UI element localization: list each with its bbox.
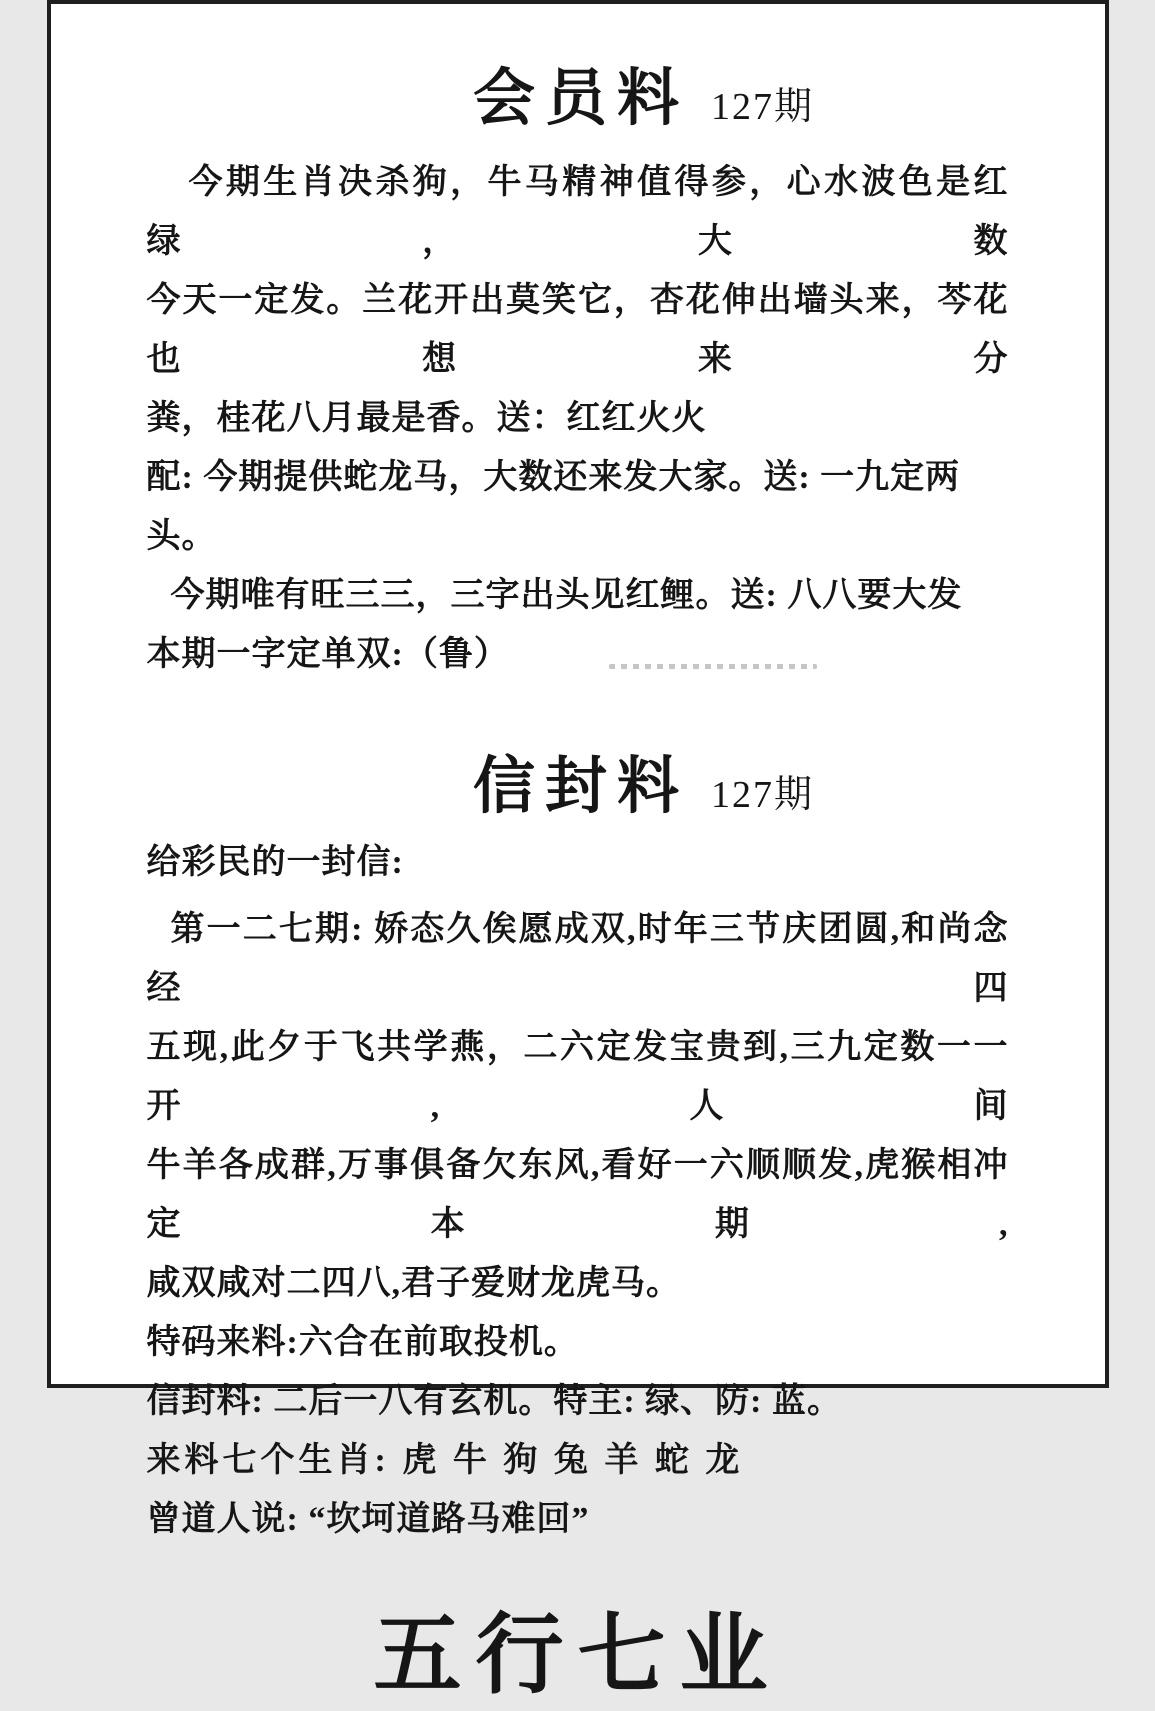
envelope-line-3: 牛羊各成群,万事俱备欠东风,看好一六顺顺发,虎猴相冲定本期, (147, 1136, 1009, 1254)
scan-smudge-artifact (609, 664, 817, 669)
envelope-section-body (51, 833, 1105, 1549)
envelope-line-1: 第一二七期: 娇态久俟愿成双,时年三节庆团圆,和尚念经四 (147, 900, 1009, 1018)
envelope-section-title (117, 736, 1155, 825)
envelope-line-5: 特码来料:六合在前取投机。 (147, 1313, 1009, 1372)
envelope-line-quote: 曾道人说: “坎坷道路马难回” (147, 1490, 1009, 1549)
envelope-line-2: 五现,此夕于飞共学燕，二六定发宝贵到,三九定数一一开,人间 (147, 1018, 1009, 1136)
member-title-text: 会员料 (473, 65, 689, 133)
envelope-issue-number: 127期 (711, 774, 814, 816)
member-line-1: 今期生肖决杀狗，牛马精神值得参，心水波色是红绿，大数 (147, 153, 1009, 271)
member-line-4: 配: 今期提供蛇龙马，大数还来发大家。送: 一九定两头。 (147, 448, 1009, 566)
member-section-body (51, 153, 1105, 684)
footer-slogan: 五行七业 (51, 1585, 1105, 1711)
member-line-3: 粪，桂花八月最是香。送：红红火火 (147, 389, 1009, 448)
member-line-6: 本期一字定单双:（鲁） (147, 625, 1009, 684)
letter-heading: 给彩民的一封信: (147, 833, 1009, 892)
envelope-line-zodiac: 来料七个生肖: 虎 牛 狗 兔 羊 蛇 龙 (147, 1431, 1009, 1490)
member-section-title (117, 48, 1155, 137)
member-line-2: 今天一定发。兰花开出莫笑它，杏花伸出墙头来，芩花也想来分 (147, 271, 1009, 389)
envelope-line-4: 咸双咸对二四八,君子爱财龙虎马。 (147, 1254, 1009, 1313)
member-line-5: 今期唯有旺三三，三字出头见红鲤。送: 八八要大发 (147, 566, 1009, 625)
envelope-title-text: 信封料 (473, 753, 689, 821)
scanned-document-page (47, 0, 1109, 1388)
envelope-line-6: 信封料: 二后一八有玄机。特主: 绿、防: 蓝。 (147, 1372, 1009, 1431)
member-issue-number: 127期 (711, 86, 814, 128)
